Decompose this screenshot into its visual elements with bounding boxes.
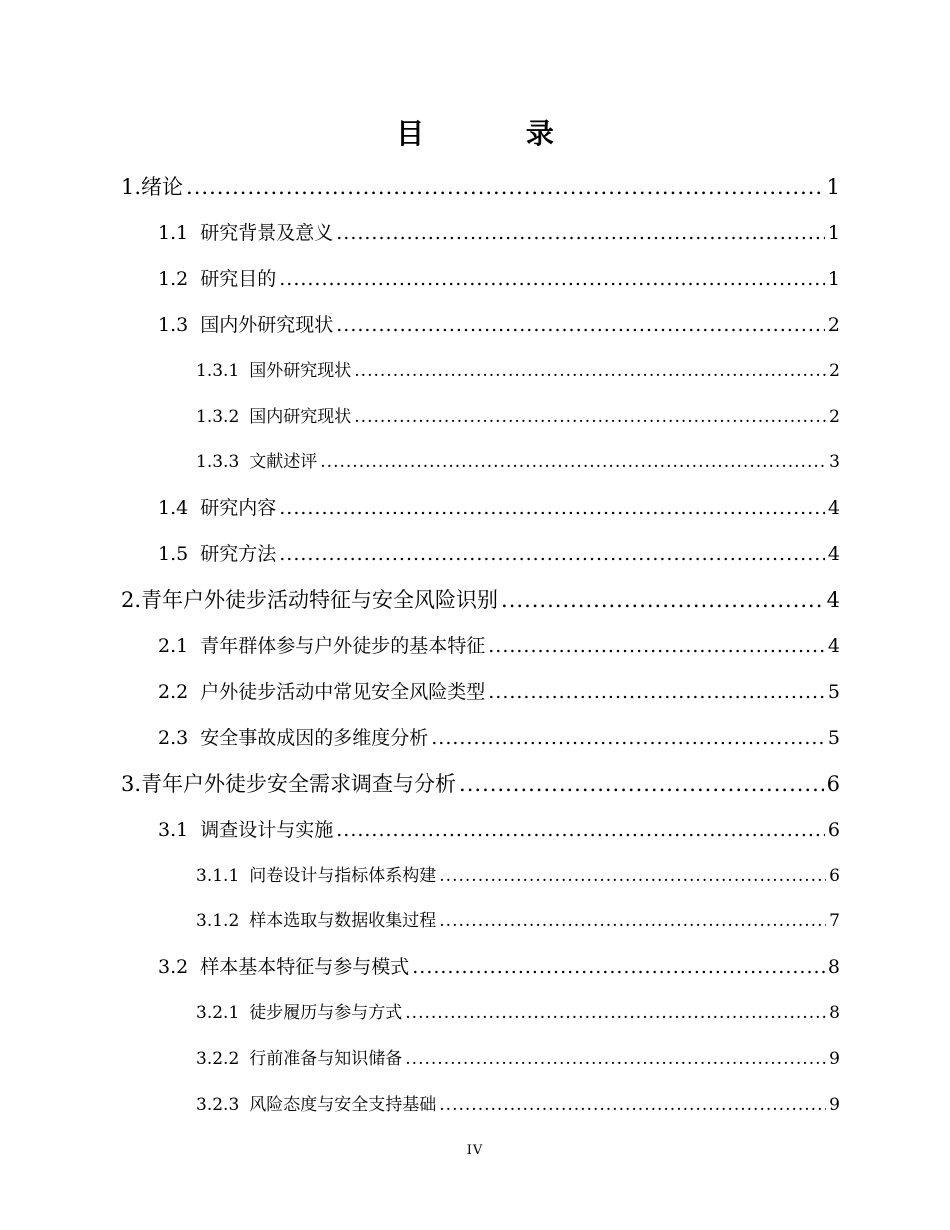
toc-dot-leader: [501, 585, 824, 615]
toc-entry[interactable]: [196, 906, 840, 936]
toc-entry-page: 2: [829, 360, 840, 381]
toc-entry-title: 青年户外徒步活动特征与安全风险识别: [141, 588, 499, 613]
toc-entry-page: 1: [826, 175, 840, 199]
toc-entry-page: 9: [829, 1049, 840, 1070]
toc-entry-page: 8: [829, 1003, 840, 1024]
toc-entry-title: 问卷设计与指标体系构建: [249, 865, 437, 886]
toc-dot-leader: [412, 952, 825, 982]
toc-dot-leader: [439, 906, 826, 936]
toc-entry-number: 3.2.1: [196, 1003, 240, 1024]
toc-dot-leader: [431, 723, 825, 753]
toc-dot-leader: [336, 310, 825, 340]
toc-entry-number: 3.1.2: [196, 911, 240, 932]
toc-entry-number: 1.4: [158, 497, 189, 520]
toc-entry-page: 5: [827, 680, 840, 703]
toc-entry-title: 安全事故成因的多维度分析: [200, 726, 429, 749]
toc-entry-page: 1: [827, 267, 840, 290]
toc-entry[interactable]: [121, 769, 840, 799]
page-number-footer: IV: [466, 1143, 484, 1158]
toc-entry-page: 2: [829, 406, 840, 427]
toc-entry-title: 研究方法: [200, 543, 277, 566]
toc-dot-leader: [320, 447, 826, 477]
toc-entry-title: 徒步履历与参与方式: [249, 1003, 403, 1024]
toc-entry-page: 4: [827, 497, 840, 520]
page-title: 目 录: [396, 117, 600, 150]
toc-entry-number: 3.: [121, 771, 142, 796]
toc-entry[interactable]: [158, 631, 840, 661]
toc-entry-title: 研究目的: [200, 267, 277, 290]
toc-entry-number: 3.1: [158, 818, 189, 841]
toc-entry[interactable]: [196, 402, 840, 432]
toc-entry-page: 9: [829, 1095, 840, 1115]
toc-entry[interactable]: [121, 585, 840, 615]
toc-entry-number: 1.3.1: [196, 360, 240, 381]
toc-entry-page: 6: [826, 771, 840, 796]
toc-entry-page: 4: [826, 588, 840, 613]
toc-dot-leader: [279, 264, 825, 294]
toc-entry-page: 4: [827, 543, 840, 566]
toc-entry-number: 1.3.2: [196, 406, 240, 427]
toc-entry-title: 样本选取与数据收集过程: [249, 911, 437, 932]
toc-dot-leader: [354, 356, 826, 386]
toc-entry-page: 6: [829, 865, 840, 886]
toc-entry[interactable]: [196, 356, 840, 386]
toc-entry-page: 3: [829, 452, 840, 473]
toc-entry[interactable]: [158, 264, 840, 294]
toc-dot-leader: [279, 493, 825, 523]
toc-dot-leader: [459, 769, 824, 799]
toc-entry-number: 2.: [121, 588, 142, 613]
toc-entry-number: 2.3: [158, 726, 189, 749]
toc-entry-number: 1.2: [158, 267, 189, 290]
toc-entry-title: 国内研究现状: [249, 406, 352, 427]
toc-entry-title: 调查设计与实施: [200, 818, 334, 841]
toc-entry-title: 风险态度与安全支持基础: [249, 1095, 437, 1115]
toc-entry-number: 3.1.1: [196, 865, 240, 886]
toc-entry[interactable]: [158, 677, 840, 707]
toc-entry[interactable]: [158, 493, 840, 523]
toc-entry-number: 1.3: [158, 313, 189, 336]
toc-entry[interactable]: [158, 310, 840, 340]
toc-dot-leader: [439, 861, 826, 891]
toc-entry-title: 国外研究现状: [249, 360, 352, 381]
toc-entry-page: 8: [827, 956, 840, 979]
toc-entry-number: 2.1: [158, 635, 189, 657]
toc-entry-number: 3.2: [158, 956, 189, 979]
toc-entry-number: 1.3.3: [196, 452, 240, 473]
toc-entry-page: 5: [827, 726, 840, 749]
toc-dot-leader: [488, 677, 825, 707]
toc-entry[interactable]: [158, 218, 840, 248]
toc-entry-page: 2: [827, 313, 840, 336]
toc-entry-page: 4: [827, 635, 840, 657]
toc-dot-leader: [279, 539, 825, 569]
toc-entry[interactable]: [196, 1090, 840, 1120]
toc-entry-title: 青年群体参与户外徒步的基本特征: [200, 635, 486, 657]
toc-entry-number: 1.5: [158, 543, 189, 566]
toc-entry-page: 7: [829, 911, 840, 932]
toc-entry-number: 1.1: [158, 221, 189, 244]
toc-entry-title: 研究背景及意义: [200, 221, 334, 244]
toc-entry[interactable]: [158, 952, 840, 982]
toc-dot-leader: [439, 1090, 826, 1120]
toc-entry[interactable]: [158, 815, 840, 845]
toc-entry-title: 户外徒步活动中常见安全风险类型: [200, 680, 486, 703]
toc-entry-title: 研究内容: [200, 497, 277, 520]
toc-entry-number: 3.2.3: [196, 1095, 240, 1115]
toc-dot-leader: [354, 402, 826, 432]
toc-entry-page: 6: [827, 818, 840, 841]
toc-entry-title: 绪论: [141, 175, 184, 199]
toc-dot-leader: [405, 1044, 826, 1074]
toc-entry-title: 青年户外徒步安全需求调查与分析: [141, 771, 457, 796]
toc-entry-title: 样本基本特征与参与模式: [200, 956, 410, 979]
toc-entry[interactable]: [196, 998, 840, 1028]
toc-dot-leader: [488, 631, 825, 661]
toc-entry-title: 文献述评: [249, 452, 318, 473]
toc-entry-number: 3.2.2: [196, 1049, 240, 1070]
toc-entry[interactable]: [121, 172, 840, 202]
toc-dot-leader: [336, 218, 825, 248]
toc-entry[interactable]: [196, 447, 840, 477]
toc-dot-leader: [186, 172, 824, 202]
toc-entry[interactable]: [158, 723, 840, 753]
toc-dot-leader: [405, 998, 826, 1028]
toc-entry-number: 1.: [121, 175, 142, 199]
toc-entry-number: 2.2: [158, 680, 189, 703]
toc-entry[interactable]: [196, 861, 840, 891]
toc-dot-leader: [336, 815, 825, 845]
toc-entry-title: 国内外研究现状: [200, 313, 334, 336]
toc-entry-title: 行前准备与知识储备: [249, 1049, 403, 1070]
toc-entry[interactable]: [158, 539, 840, 569]
toc-entry-page: 1: [827, 221, 840, 244]
toc-entry[interactable]: [196, 1044, 840, 1074]
